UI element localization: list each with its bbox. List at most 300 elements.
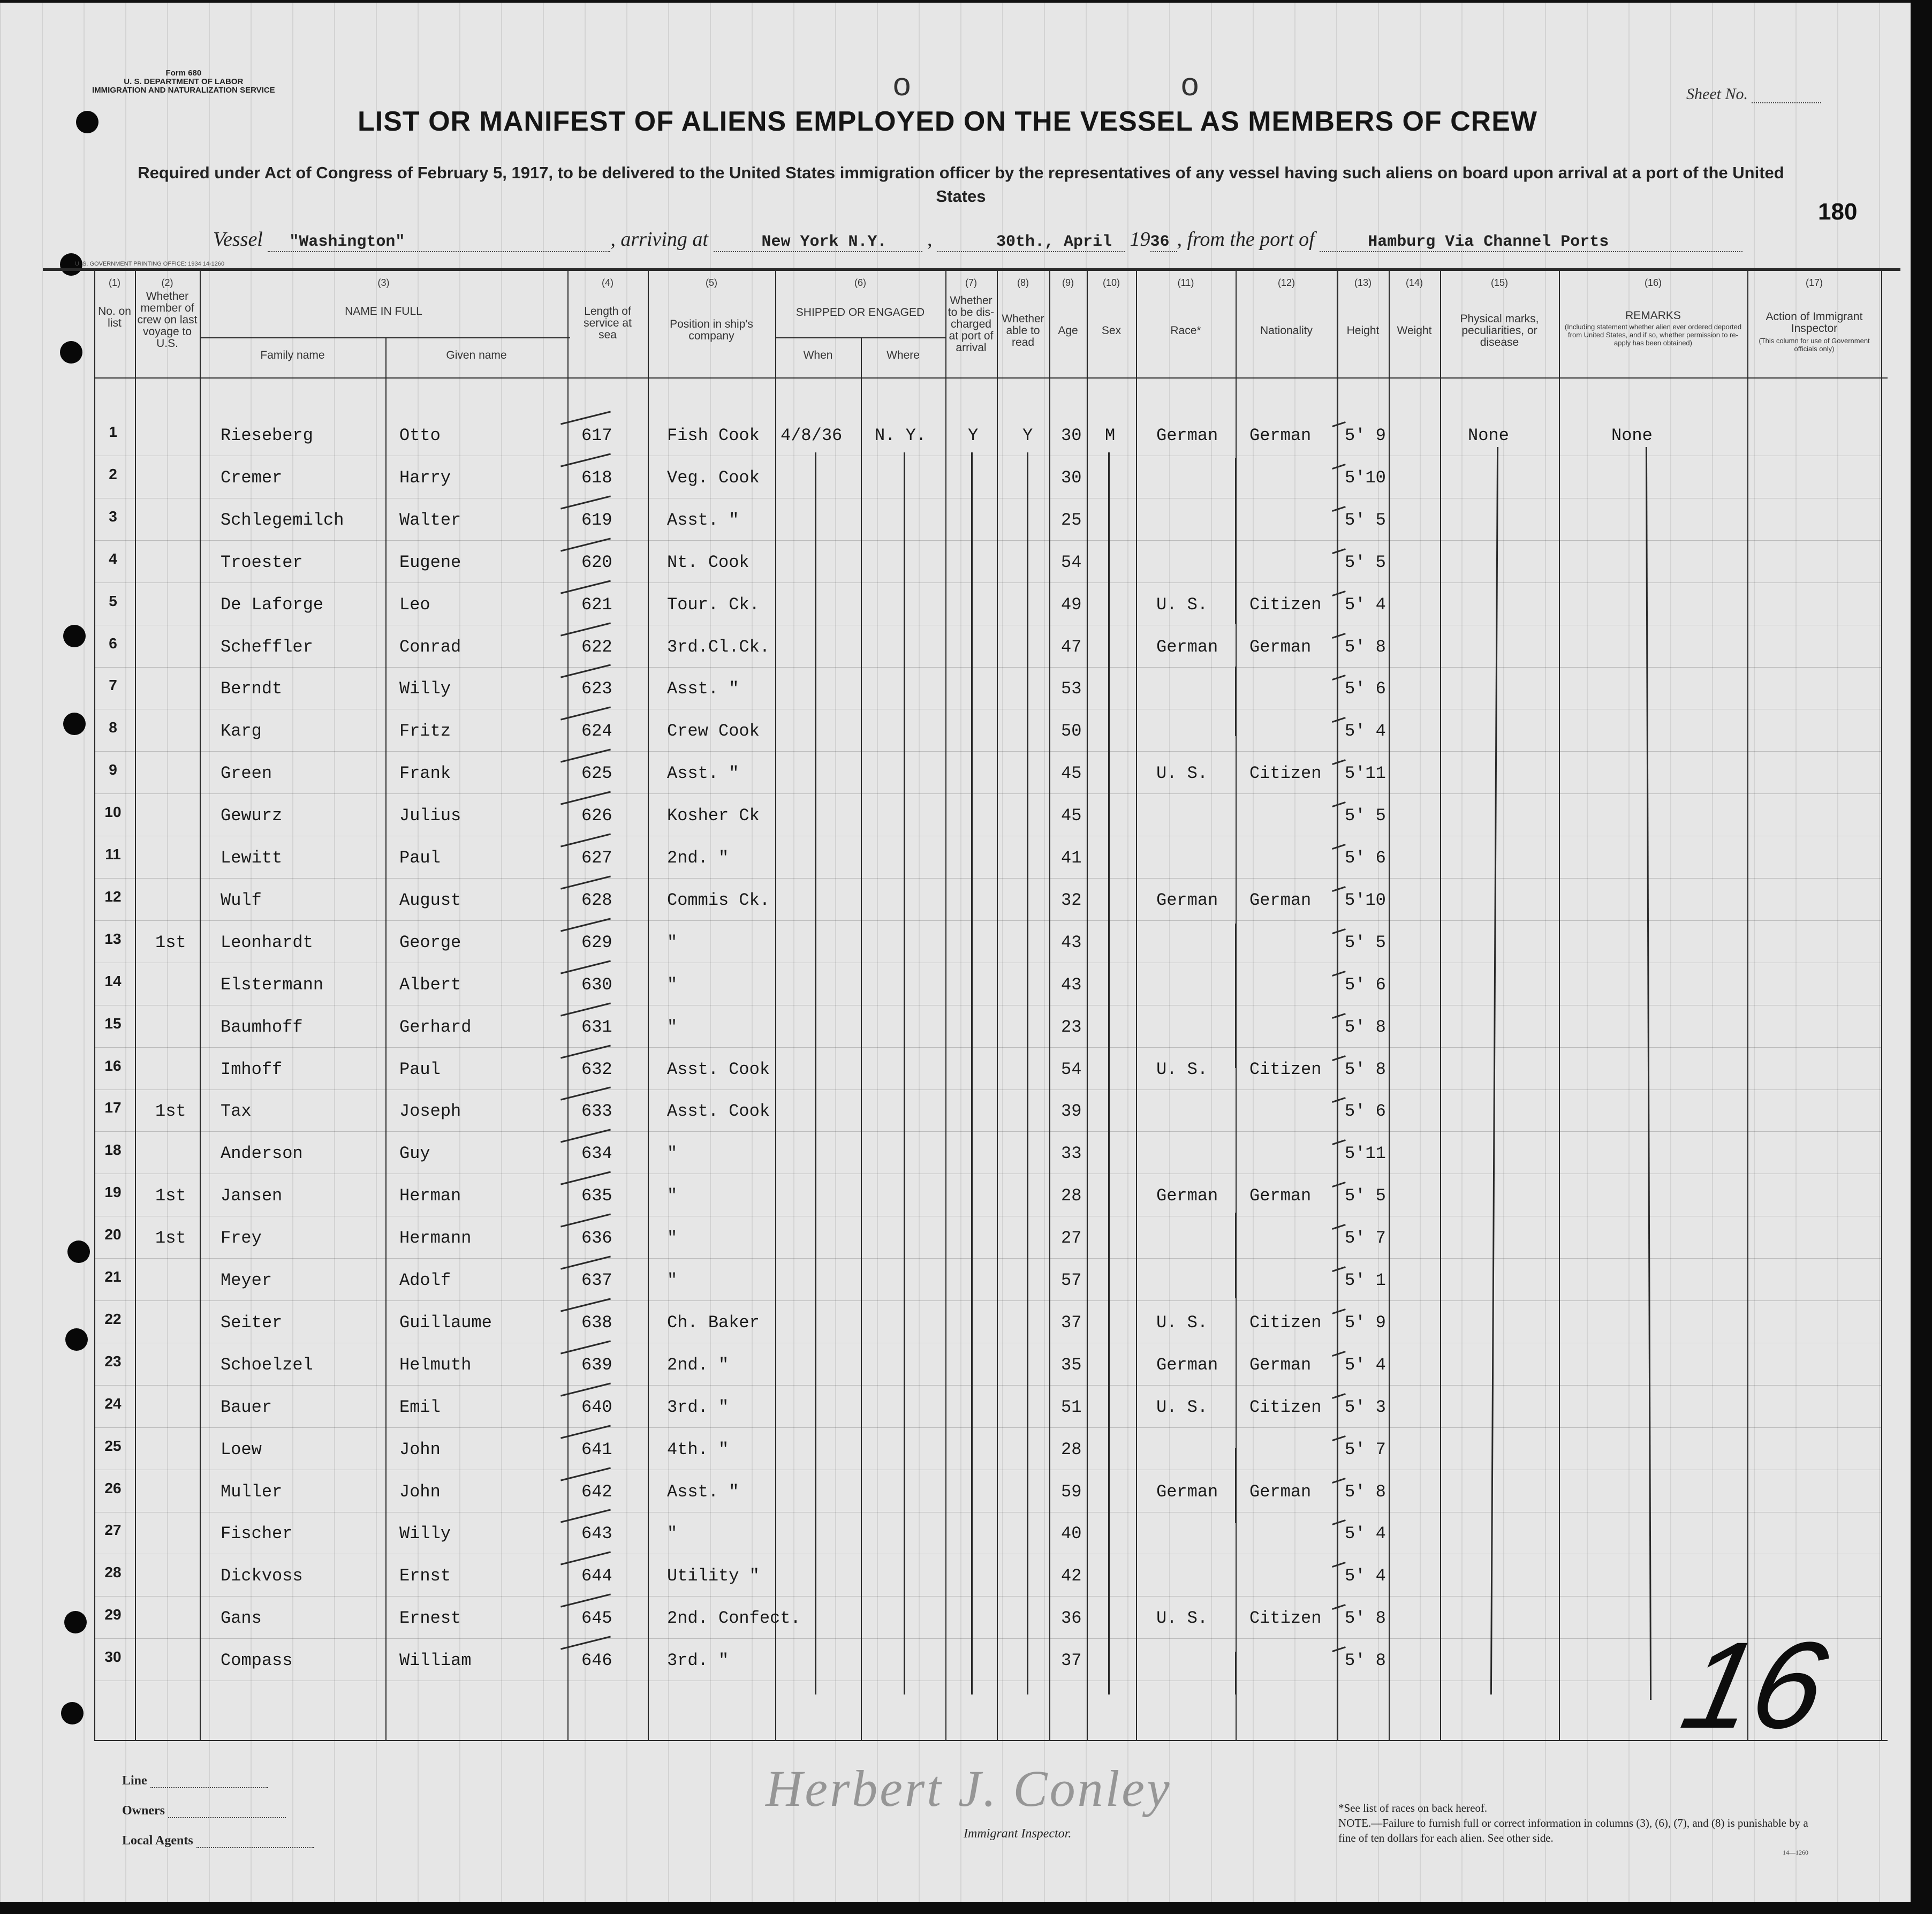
given-name: Helmuth (399, 1355, 472, 1375)
ditto-line (1235, 1652, 1237, 1694)
row-number: 29 (104, 1606, 122, 1623)
row-number: 26 (104, 1480, 122, 1496)
row-number: 30 (104, 1648, 122, 1665)
col13-number: (13) (1354, 277, 1372, 288)
arriving-label: , arriving at (610, 228, 708, 251)
row-rule (94, 667, 1881, 668)
row-rule (94, 920, 1881, 921)
col14-label: Weight (1397, 324, 1432, 337)
family-name: Scheffler (221, 637, 313, 657)
form-code: 14—1260 (1783, 1849, 1808, 1856)
age: 36 (1061, 1608, 1082, 1628)
col4-number: (4) (602, 277, 613, 288)
row-number: 20 (104, 1226, 122, 1243)
col17-label: Action of Immigrant Inspector (1766, 311, 1863, 335)
footer-agents (122, 1834, 314, 1848)
height: 5' 3 (1345, 1397, 1386, 1417)
position: Crew Cook (667, 721, 760, 741)
family-name: Loew (221, 1440, 262, 1459)
agents-blank (196, 1837, 314, 1848)
height: 5' 4 (1345, 595, 1386, 615)
family-name: Imhoff (221, 1060, 283, 1079)
col6-number: (6) (854, 277, 866, 288)
pen-tick-mark (1332, 1435, 1346, 1441)
table-top-rule (43, 268, 1900, 271)
age: 30 (1061, 468, 1082, 488)
position: Kosher Ck (667, 806, 760, 826)
given-name: William (399, 1651, 472, 1670)
nationality: German (1249, 637, 1312, 657)
height: 5' 1 (1345, 1270, 1386, 1290)
col14-number: (14) (1405, 277, 1423, 288)
service: IMMIGRATION AND NATURALIZATION SERVICE (92, 86, 275, 95)
position: Fish Cook (667, 426, 760, 445)
service-number: 634 (581, 1144, 612, 1163)
last-voyage: 1st (155, 1101, 186, 1121)
service-number: 628 (581, 890, 612, 910)
row-number: 22 (104, 1311, 122, 1327)
given-name: Leo (399, 595, 430, 615)
arriving-port: New York N.Y. (714, 233, 922, 252)
col15-number: (15) (1490, 277, 1508, 288)
pen-tick-mark (1332, 1013, 1346, 1019)
family-name: Compass (221, 1651, 293, 1670)
row-number: 13 (104, 930, 122, 947)
col16-number: (16) (1644, 277, 1662, 288)
row-number: 10 (104, 804, 122, 820)
age: 45 (1061, 763, 1082, 783)
col7-number: (7) (965, 277, 977, 288)
height: 5' 9 (1345, 426, 1386, 445)
pen-tick-mark (1332, 1139, 1346, 1145)
header-bottom-rule (94, 377, 1888, 379)
row-rule (94, 540, 1881, 541)
position: " (667, 933, 678, 952)
position: Ch. Baker (667, 1313, 760, 1333)
race: U. S. (1156, 1313, 1208, 1333)
height: 5'11 (1345, 763, 1386, 783)
height: 5' 6 (1345, 679, 1386, 699)
given-name: Ernst (399, 1566, 451, 1586)
row-number: 23 (104, 1353, 122, 1370)
age: 53 (1061, 679, 1082, 699)
row-number: 27 (104, 1522, 122, 1538)
from-port-label: , from the port of (1177, 228, 1315, 251)
age: 39 (1061, 1101, 1082, 1121)
row-number: 15 (104, 1015, 122, 1032)
row-number: 16 (104, 1057, 122, 1074)
height: 5' 5 (1345, 510, 1386, 530)
row-rule (94, 582, 1881, 583)
family-name: Meyer (221, 1270, 272, 1290)
given-name: Ernest (399, 1608, 461, 1628)
col3-family-name: Family name (260, 349, 325, 361)
pen-tick-mark (1332, 421, 1346, 427)
family-name: Schoelzel (221, 1355, 313, 1375)
position: " (667, 1017, 678, 1037)
row-rule (94, 1638, 1881, 1639)
given-name: Gerhard (399, 1017, 472, 1037)
row-number: 2 (109, 466, 117, 482)
given-name: Fritz (399, 721, 451, 741)
age: 28 (1061, 1186, 1082, 1206)
position: Utility " (667, 1566, 760, 1586)
nationality: Citizen (1249, 763, 1322, 783)
height: 5' 8 (1345, 637, 1386, 657)
given-name: Frank (399, 763, 451, 783)
position: 3rd. " (667, 1651, 729, 1670)
height: 5'10 (1345, 468, 1386, 488)
position: " (667, 975, 678, 995)
service-number: 643 (581, 1524, 612, 1544)
given-name: August (399, 890, 461, 910)
height: 5' 4 (1345, 721, 1386, 741)
nationality: Citizen (1249, 1608, 1322, 1628)
arrival-date: 30th., April (937, 233, 1125, 252)
nationality: German (1249, 426, 1312, 445)
service-number: 637 (581, 1270, 612, 1290)
family-name: Leonhardt (221, 933, 313, 952)
position: 4th. " (667, 1440, 729, 1459)
ditto-line (1235, 1448, 1237, 1523)
col9-label: Age (1058, 324, 1078, 337)
row-number: 21 (104, 1268, 122, 1285)
age: 37 (1061, 1651, 1082, 1670)
given-name: Albert (399, 975, 461, 995)
last-voyage: 1st (155, 933, 186, 952)
given-name: John (399, 1440, 441, 1459)
position: 2nd. " (667, 848, 729, 868)
age: 49 (1061, 595, 1082, 615)
given-name: Otto (399, 426, 441, 445)
family-name: Karg (221, 721, 262, 741)
row-number: 24 (104, 1395, 122, 1412)
age: 54 (1061, 553, 1082, 572)
service-number: 635 (581, 1186, 612, 1206)
position: 2nd. Confect. (667, 1608, 801, 1628)
row-number: 1 (109, 423, 117, 440)
row-number: 14 (104, 973, 122, 989)
ditto-line (1235, 1213, 1237, 1298)
position: Asst. " (667, 763, 739, 783)
service-number: 621 (581, 595, 612, 615)
given-name: Eugene (399, 553, 461, 572)
age: 25 (1061, 510, 1082, 530)
vessel-info-line: Vessel "Washington" , arriving at New York N.Y. , 30th., April 1936 , from the port of Hamburg Via Channel Ports (213, 228, 1742, 252)
col10-number: (10) (1102, 277, 1120, 288)
sheet-number-label: Sheet No. (1686, 85, 1748, 103)
pen-tick-mark (1332, 1055, 1346, 1061)
age: 33 (1061, 1144, 1082, 1163)
given-name: Emil (399, 1397, 441, 1417)
pen-tick-mark (1332, 886, 1346, 892)
height: 5' 4 (1345, 1355, 1386, 1375)
service-number: 618 (581, 468, 612, 488)
owners-blank (168, 1807, 286, 1818)
height: 5' 6 (1345, 848, 1386, 868)
nationality: Citizen (1249, 1397, 1322, 1417)
pen-tick-mark (1332, 1351, 1346, 1357)
service-number: 623 (581, 679, 612, 699)
height: 5' 4 (1345, 1524, 1386, 1544)
age: 30 (1061, 426, 1082, 445)
ditto-line (971, 452, 973, 1694)
footer-notes (1338, 1800, 1820, 1845)
row-number: 11 (105, 846, 121, 863)
handwritten-count: 16 (1671, 1616, 1838, 1754)
given-name: Joseph (399, 1101, 461, 1121)
row-rule (94, 1258, 1881, 1259)
height: 5' 8 (1345, 1608, 1386, 1628)
pen-tick-mark (1332, 675, 1346, 680)
pen-tick-mark (1332, 1604, 1346, 1610)
row-number: 7 (109, 677, 117, 693)
col1-label: No. on list (98, 305, 131, 329)
given-name: Guillaume (399, 1313, 492, 1333)
position: Asst. " (667, 1482, 739, 1502)
service-number: 638 (581, 1313, 612, 1333)
given-name: John (399, 1482, 441, 1502)
table-bottom-rule (94, 1740, 1888, 1741)
col17-number: (17) (1805, 277, 1823, 288)
age: 27 (1061, 1228, 1082, 1248)
col5-number: (5) (706, 277, 717, 288)
row-rule (94, 751, 1881, 752)
agents-label: Local Agents (122, 1834, 193, 1848)
family-name: Schlegemilch (221, 510, 344, 530)
family-name: Elstermann (221, 975, 324, 995)
service-number: 632 (581, 1060, 612, 1079)
page-subtitle: Required under Act of Congress of February 5, 1917, to be delivered to the United States immigration officer by the representatives of any vessel having such aliens on board upon arrival at a port of the United States (138, 163, 1784, 206)
given-name: Walter (399, 510, 461, 530)
age: 37 (1061, 1313, 1082, 1333)
form-header (92, 69, 275, 95)
service-number: 619 (581, 510, 612, 530)
service-number: 641 (581, 1440, 612, 1459)
sheet-number-blank (1752, 88, 1821, 103)
age: 54 (1061, 1060, 1082, 1079)
age: 35 (1061, 1355, 1082, 1375)
stamped-page-number: 180 (1818, 199, 1858, 225)
col4-label: Length of service at sea (584, 305, 632, 341)
position: Asst. Cook (667, 1060, 770, 1079)
service-number: 633 (581, 1101, 612, 1121)
ditto-line (1027, 452, 1028, 1694)
age: 51 (1061, 1397, 1082, 1417)
race-note: *See list of races on back hereof. (1338, 1802, 1488, 1814)
line-label: Line (122, 1774, 147, 1788)
pen-tick-mark (1332, 464, 1346, 470)
position: Asst. " (667, 679, 739, 699)
col11-label: Race* (1170, 324, 1201, 337)
scan-border (1911, 0, 1932, 1914)
age: 41 (1061, 848, 1082, 868)
race: German (1156, 426, 1218, 445)
row-rule (94, 793, 1881, 794)
column-rule (861, 337, 862, 1740)
position: 2nd. " (667, 1355, 729, 1375)
position: " (667, 1524, 678, 1544)
service-number: 630 (581, 975, 612, 995)
age: 43 (1061, 975, 1082, 995)
last-voyage: 1st (155, 1228, 186, 1248)
form-number: Form 680 (165, 69, 202, 78)
race: German (1156, 1186, 1218, 1206)
col16-label: REMARKS (1625, 309, 1681, 322)
col12-label: Nationality (1260, 324, 1313, 337)
given-name: Julius (399, 806, 461, 826)
service-number: 625 (581, 763, 612, 783)
age: 57 (1061, 1270, 1082, 1290)
col7-label: Whether to be dis-charged at port of arrival (948, 294, 995, 354)
family-name: Berndt (221, 679, 283, 699)
position: " (667, 1186, 678, 1206)
last-voyage: 1st (155, 1186, 186, 1206)
height: 5' 5 (1345, 806, 1386, 826)
row-number: 8 (109, 719, 117, 736)
family-name: Cremer (221, 468, 283, 488)
height: 5'11 (1345, 1144, 1386, 1163)
pen-tick-mark (1332, 633, 1346, 639)
age: 28 (1061, 1440, 1082, 1459)
punch-hole (67, 1240, 90, 1263)
age: 47 (1061, 637, 1082, 657)
given-name: Conrad (399, 637, 461, 657)
family-name: Fischer (221, 1524, 293, 1544)
height: 5' 7 (1345, 1228, 1386, 1248)
race: German (1156, 1482, 1218, 1502)
remarks: None (1611, 426, 1653, 445)
age: 43 (1061, 933, 1082, 952)
sheet-number-field (1686, 85, 1821, 103)
service-number: 636 (581, 1228, 612, 1248)
given-name: Paul (399, 848, 441, 868)
given-name: George (399, 933, 461, 952)
col8-label: Whether able to read (1002, 313, 1044, 349)
nationality: German (1249, 1482, 1312, 1502)
col15-label: Physical marks, peculiarities, or disease (1460, 313, 1539, 349)
discharge: Y (968, 426, 979, 445)
family-name: Tax (221, 1101, 252, 1121)
position: " (667, 1144, 678, 1163)
service-number: 617 (581, 426, 612, 445)
pen-tick-mark (1332, 844, 1346, 850)
service-number: 631 (581, 1017, 612, 1037)
height: 5' 4 (1345, 1566, 1386, 1586)
given-name: Harry (399, 468, 451, 488)
family-name: Anderson (221, 1144, 303, 1163)
pen-tick-mark (1332, 591, 1346, 596)
nationality: German (1249, 890, 1312, 910)
height: 5' 9 (1345, 1313, 1386, 1333)
family-name: Bauer (221, 1397, 272, 1417)
nationality: German (1249, 1186, 1312, 1206)
family-name: Rieseberg (221, 426, 313, 445)
race: U. S. (1156, 763, 1208, 783)
age: 42 (1061, 1566, 1082, 1586)
position: 3rd. " (667, 1397, 729, 1417)
nationality: Citizen (1249, 1313, 1322, 1333)
height: 5' 7 (1345, 1440, 1386, 1459)
pen-tick-mark (1332, 1393, 1346, 1399)
scan-border (0, 1902, 1932, 1914)
height: 5' 8 (1345, 1017, 1386, 1037)
pen-tick-mark (1332, 1562, 1346, 1568)
family-name: Dickvoss (221, 1566, 303, 1586)
row-number: 5 (109, 593, 117, 609)
service-number: 629 (581, 933, 612, 952)
col3-given-name: Given name (446, 349, 507, 361)
pen-tick-mark (1332, 1519, 1346, 1525)
punch-hole (64, 1611, 87, 1633)
row-number: 4 (109, 550, 117, 567)
nationality: Citizen (1249, 595, 1322, 615)
height: 5' 6 (1345, 1101, 1386, 1121)
col17-note: (This column for use of Government officials only) (1759, 337, 1870, 353)
pen-tick-mark (1332, 1646, 1346, 1652)
physical-marks: None (1468, 426, 1509, 445)
height: 5'10 (1345, 890, 1386, 910)
inspector-signature: Herbert J. Conley (766, 1760, 1172, 1817)
col1-number: (1) (109, 277, 120, 288)
family-name: Seiter (221, 1313, 283, 1333)
family-name: Gans (221, 1608, 262, 1628)
shipped-where: N. Y. (875, 426, 927, 445)
punch-hole (61, 1702, 84, 1724)
punch-hole (60, 341, 82, 364)
pen-tick-mark (1332, 506, 1346, 512)
pen-tick-mark (1332, 1097, 1346, 1103)
family-name: Gewurz (221, 806, 283, 826)
col6-where: Where (887, 349, 920, 361)
position: Veg. Cook (667, 468, 760, 488)
row-rule (94, 1427, 1881, 1428)
ditto-line (1108, 452, 1110, 1694)
col3-label: NAME IN FULL (345, 305, 422, 317)
row-number: 17 (104, 1099, 122, 1116)
pen-tick-mark (1332, 1266, 1346, 1272)
col6-label: SHIPPED OR ENGAGED (795, 306, 925, 319)
race: German (1156, 637, 1218, 657)
pen-tick-mark (1332, 801, 1346, 807)
family-name: Jansen (221, 1186, 283, 1206)
col8-number: (8) (1017, 277, 1029, 288)
vessel-label: Vessel (213, 228, 263, 251)
family-name: Muller (221, 1482, 283, 1502)
race: German (1156, 1355, 1218, 1375)
height: 5' 8 (1345, 1482, 1386, 1502)
from-port: Hamburg Via Channel Ports (1320, 233, 1742, 252)
clip-ring-icon: o (1181, 66, 1199, 102)
service-number: 639 (581, 1355, 612, 1375)
position: Asst. Cook (667, 1101, 770, 1121)
position: Tour. Ck. (667, 595, 760, 615)
height: 5' 5 (1345, 933, 1386, 952)
row-number: 28 (104, 1564, 122, 1580)
service-number: 642 (581, 1482, 612, 1502)
inspector-label: Immigrant Inspector. (964, 1827, 1072, 1841)
col9-number: (9) (1062, 277, 1074, 288)
family-name: Lewitt (221, 848, 283, 868)
position: Commis Ck. (667, 890, 770, 910)
row-number: 3 (109, 508, 117, 525)
pen-tick-mark (1332, 1182, 1346, 1187)
row-number: 9 (109, 761, 117, 778)
printer-imprint: U. S. GOVERNMENT PRINTING OFFICE: 1934 14-1260 (75, 261, 225, 267)
given-name: Willy (399, 679, 451, 699)
age: 59 (1061, 1482, 1082, 1502)
shipped-when: 4/8/36 (781, 426, 843, 445)
